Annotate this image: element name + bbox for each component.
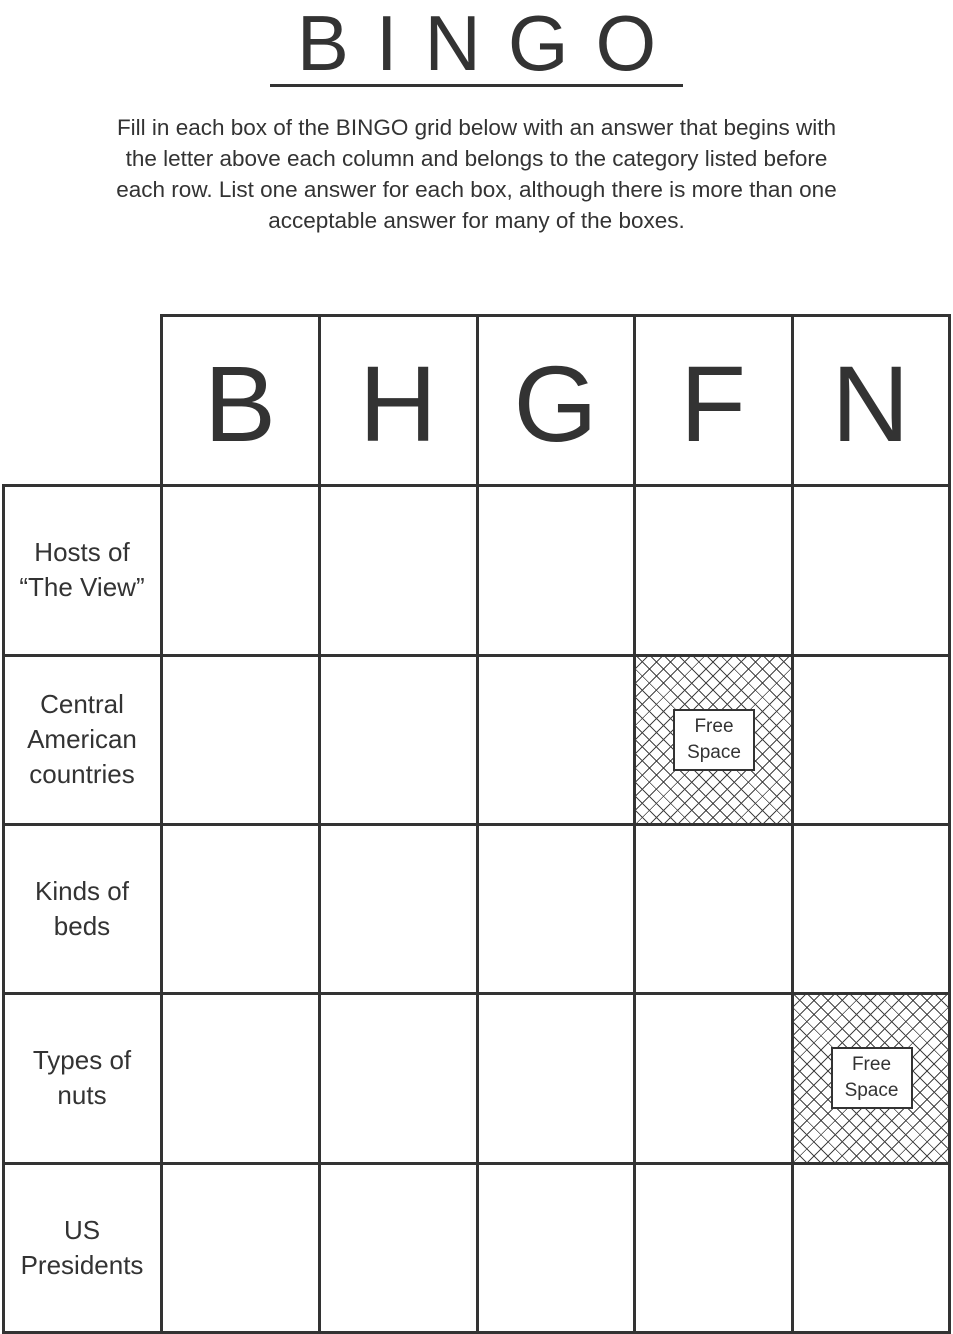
answer-cell[interactable] <box>161 993 319 1163</box>
answer-cell[interactable] <box>792 655 949 824</box>
answer-cell[interactable] <box>161 655 319 824</box>
free-space-label: Free Space <box>673 709 755 771</box>
answer-cell[interactable] <box>319 824 477 993</box>
column-header-h: H <box>359 342 437 464</box>
grid-line-vertical <box>2 484 5 1334</box>
answer-cell[interactable] <box>319 1163 477 1332</box>
title-text: BINGO <box>270 2 683 87</box>
answer-cell[interactable] <box>634 824 792 993</box>
grid-line-horizontal <box>2 484 951 487</box>
row-label: Central American countries <box>27 689 137 789</box>
instructions-text: Fill in each box of the BINGO grid below with an answer that begins with the letter above each column and belongs to the category listed before each row. List one answer for each box, although there is more than one acceptable answer for many of the boxes. <box>116 115 837 233</box>
grid-line-horizontal <box>2 823 951 826</box>
answer-cell[interactable] <box>792 485 949 655</box>
answer-cell[interactable] <box>161 485 319 655</box>
answer-cell[interactable] <box>792 1163 949 1332</box>
answer-cell[interactable] <box>792 824 949 993</box>
answer-cell[interactable] <box>477 655 634 824</box>
answer-cell[interactable] <box>161 824 319 993</box>
answer-cell[interactable] <box>477 485 634 655</box>
row-label: Kinds of beds <box>35 875 129 941</box>
row-label: Hosts of “The View” <box>19 537 145 602</box>
answer-cell[interactable] <box>161 1163 319 1332</box>
column-header-g: G <box>513 342 598 464</box>
answer-cell[interactable] <box>319 485 477 655</box>
answer-cell[interactable] <box>634 485 792 655</box>
grid-line-horizontal <box>2 1162 951 1165</box>
column-header-f: F <box>680 342 746 464</box>
answer-cell[interactable] <box>319 655 477 824</box>
grid-line-horizontal <box>160 314 951 317</box>
free-space-cell <box>792 993 949 1163</box>
answer-cell[interactable] <box>634 1163 792 1332</box>
answer-cell[interactable] <box>634 993 792 1163</box>
column-header-b: B <box>203 342 277 464</box>
row-label: Types of nuts <box>32 1045 132 1110</box>
answer-cell[interactable] <box>477 1163 634 1332</box>
grid-line-horizontal <box>2 992 951 995</box>
answer-cell[interactable] <box>319 993 477 1163</box>
column-header-n: N <box>831 342 910 464</box>
answer-cell[interactable] <box>477 993 634 1163</box>
free-space-label: Free Space <box>831 1047 913 1109</box>
answer-cell[interactable] <box>477 824 634 993</box>
row-label: US Presidents <box>20 1214 144 1280</box>
free-space-cell <box>634 655 792 824</box>
grid-line-horizontal <box>2 654 951 657</box>
